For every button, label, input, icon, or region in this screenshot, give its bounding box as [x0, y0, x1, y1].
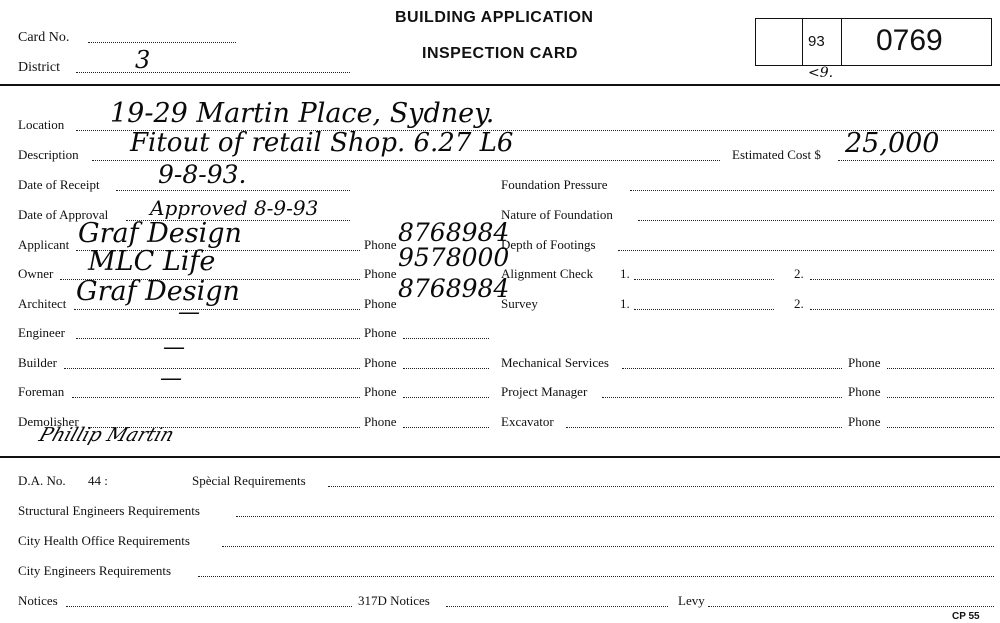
date-approval-label: Date of Approval	[18, 207, 109, 222]
depth-footings-label: Depth of Footings	[501, 237, 596, 252]
depth-footings-line	[618, 250, 994, 251]
estimated-cost-label: Estimated Cost $	[732, 147, 821, 162]
alignment-check-num1: 1.	[620, 266, 630, 281]
card-number: 0769	[876, 24, 943, 57]
project-manager-label: Project Manager	[501, 384, 588, 399]
form-code: CP 55	[952, 611, 980, 622]
estimated-cost-value: 25,000	[845, 128, 940, 159]
structural-line	[236, 516, 994, 517]
description-label: Description	[18, 147, 79, 162]
excavator-phone-line	[887, 427, 994, 428]
mechanical-line	[622, 368, 842, 369]
applicant-value: Graf Design	[78, 218, 242, 249]
alignment-check-label: Alignment Check	[501, 266, 594, 281]
district-line	[76, 72, 350, 73]
mechanical-phone-label: Phone	[848, 355, 881, 370]
applicant-phone-label: Phone	[364, 237, 397, 252]
health-line	[222, 546, 994, 547]
alignment-check-line2	[810, 279, 994, 280]
description-value: Fitout of retail Shop. 6.27 L6	[130, 128, 514, 158]
builder-label: Builder	[18, 355, 57, 370]
levy-label: Levy	[678, 593, 705, 608]
architect-value: Graf Design	[76, 276, 240, 307]
engineer-phone-label: Phone	[364, 325, 397, 340]
foreman-line	[72, 397, 360, 398]
estimated-cost-line	[838, 160, 994, 161]
excavator-label: Excavator	[501, 414, 554, 429]
da-no-value: 44 :	[88, 473, 108, 488]
location-label: Location	[18, 117, 65, 132]
foreman-phone-line	[403, 397, 489, 398]
notices-line	[66, 606, 352, 607]
header-rule	[0, 84, 1000, 86]
date-approval-value: Approved 8-9-93	[150, 196, 319, 220]
foreman-label: Foreman	[18, 384, 65, 399]
signature: Phillip Martin	[36, 424, 177, 446]
alignment-check-num2: 2.	[794, 266, 804, 281]
location-value: 19-29 Martin Place, Sydney.	[110, 98, 495, 129]
excavator-line	[566, 427, 842, 428]
builder-phone-label: Phone	[364, 355, 397, 370]
demolisher-phone-label: Phone	[364, 414, 397, 429]
architect-phone-value: 8768984	[398, 274, 510, 303]
builder-phone-line	[403, 368, 489, 369]
card-number-box	[755, 18, 992, 66]
city-engineers-line	[198, 576, 994, 577]
date-receipt-value: 9-8-93.	[158, 160, 247, 189]
owner-phone-label: Phone	[364, 266, 397, 281]
applicant-label: Applicant	[18, 237, 70, 252]
title-line2: INSPECTION CARD	[422, 45, 578, 62]
architect-label: Architect	[18, 296, 67, 311]
notices-label: Notices	[18, 593, 58, 608]
demolisher-phone-line	[403, 427, 489, 428]
engineer-line	[76, 338, 360, 339]
owner-value: MLC Life	[88, 246, 216, 277]
survey-line1	[634, 309, 774, 310]
date-receipt-label: Date of Receipt	[18, 177, 100, 192]
nature-foundation-line	[638, 220, 994, 221]
builder-value: —	[163, 335, 185, 360]
title-line1: BUILDING APPLICATION	[395, 9, 594, 26]
structural-label: Structural Engineers Requirements	[18, 503, 200, 518]
architect-phone-label: Phone	[364, 296, 397, 311]
da-no-label: D.A. No.	[18, 473, 66, 488]
survey-label: Survey	[501, 296, 538, 311]
demolisher-label: Demolisher	[18, 414, 79, 429]
card-no-label: Card No.	[18, 30, 70, 45]
lower-rule	[0, 456, 1000, 458]
levy-line	[708, 606, 994, 607]
foundation-pressure-line	[630, 190, 994, 191]
survey-num1: 1.	[620, 296, 630, 311]
owner-phone-value: 9578000	[398, 243, 510, 272]
city-engineers-label: City Engineers Requirements	[18, 563, 172, 578]
health-label: City Health Office Requirements	[18, 533, 190, 548]
card-year: 93	[808, 33, 825, 50]
foreman-phone-label: Phone	[364, 384, 397, 399]
project-manager-phone-label: Phone	[848, 384, 881, 399]
special-requirements-label: Spècial Requirements	[192, 473, 306, 488]
engineer-label: Engineer	[18, 325, 65, 340]
mechanical-label: Mechanical Services	[501, 355, 609, 370]
owner-label: Owner	[18, 266, 54, 281]
notices-317d-line	[446, 606, 668, 607]
mechanical-phone-line	[887, 368, 994, 369]
project-manager-line	[602, 397, 842, 398]
nature-foundation-label: Nature of Foundation	[501, 207, 613, 222]
survey-line2	[810, 309, 994, 310]
foreman-value: —	[160, 366, 182, 391]
foundation-pressure-label: Foundation Pressure	[501, 177, 608, 192]
district-label: District	[18, 60, 60, 75]
special-requirements-line	[328, 486, 994, 487]
district-value: 3	[135, 46, 151, 74]
notices-317d-label: 317D Notices	[358, 593, 430, 608]
date-receipt-line	[116, 190, 350, 191]
survey-num2: 2.	[794, 296, 804, 311]
builder-line	[64, 368, 360, 369]
applicant-phone-value: 8768984	[398, 218, 510, 247]
excavator-phone-label: Phone	[848, 414, 881, 429]
under-box-note: <9.	[808, 65, 834, 81]
alignment-check-line1	[634, 279, 774, 280]
project-manager-phone-line	[887, 397, 994, 398]
engineer-value: —	[178, 300, 200, 325]
card-no-line	[88, 42, 236, 43]
architect-line	[74, 309, 360, 310]
engineer-phone-line	[403, 338, 489, 339]
